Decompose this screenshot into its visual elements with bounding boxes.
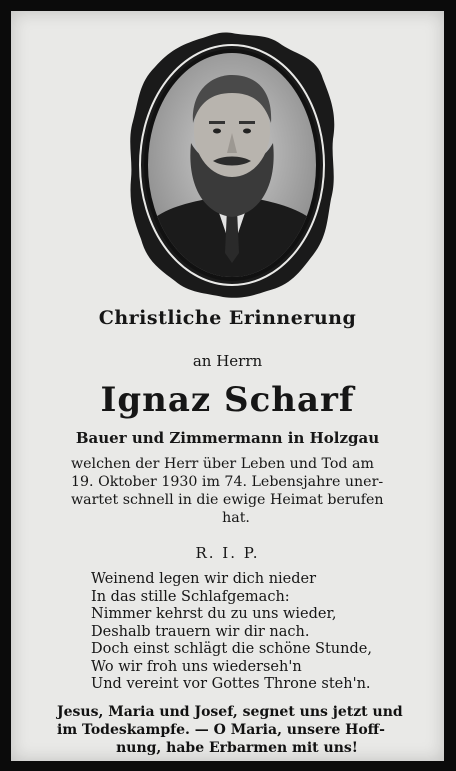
death-notice-line: welchen der Herr über Leben und Tod am: [71, 456, 374, 472]
portrait-frame: [127, 31, 337, 299]
death-notice: [71, 455, 401, 527]
occupation-line: Bauer und Zimmermann in Holzgau: [75, 429, 380, 447]
prayer-line: Jesus, Maria und Josef, segnet uns jetzt und: [57, 704, 403, 720]
memorial-card: [11, 11, 444, 761]
prayer-line: nung, habe Erbarmen mit uns!: [116, 740, 358, 756]
death-notice-line: 19. Oktober 1930 im 74. Lebensjahre uner-: [71, 474, 384, 490]
poem: [91, 571, 421, 694]
poem-line: In das stille Schlafgemach:: [91, 588, 290, 605]
poem-line: Und vereint vor Gottes Throne steh'n.: [91, 676, 371, 692]
poem-line: Nimmer kehrst du zu uns wieder,: [91, 606, 337, 622]
poem-line: Wo wir froh uns wiederseh'n: [91, 658, 302, 675]
death-notice-line: hat.: [222, 510, 250, 526]
poem-line: Doch einst schlägt die schöne Stunde,: [91, 641, 372, 657]
dedication-line: an Herrn: [192, 352, 263, 370]
prayer: [57, 703, 417, 757]
poem-line: Deshalb trauern wir dir nach.: [91, 623, 310, 640]
prayer-line: im Todeskampfe. — O Maria, unsere Hoff-: [57, 722, 385, 738]
death-notice-line: wartet schnell in die ewige Heimat berufen: [71, 492, 384, 508]
heading: Christliche Erinnerung: [98, 307, 357, 329]
poem-line: Weinend legen wir dich nieder: [91, 571, 317, 587]
portrait-photo: [127, 31, 337, 299]
rip-line: R. I. P.: [195, 544, 260, 562]
deceased-name: Ignaz Scharf: [100, 380, 355, 420]
